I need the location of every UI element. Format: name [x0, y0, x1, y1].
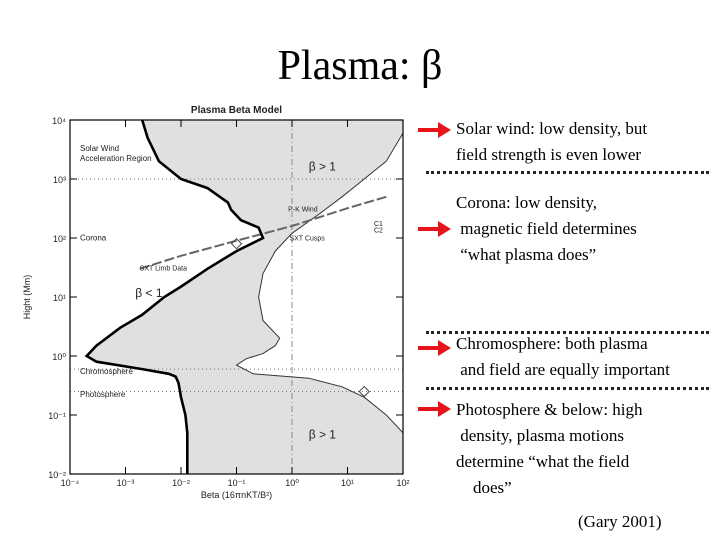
note-photosphere: Photosphere & below: high density, plasma motions determine “what the field does”: [456, 400, 643, 497]
x-tick-label: 10²: [396, 478, 410, 488]
y-tick-label: 10⁻²: [48, 470, 66, 480]
y-tick-label: 10¹: [52, 293, 66, 303]
arrow-right-icon: [416, 120, 452, 140]
data-annotation: SXT Cusps: [289, 235, 325, 243]
y-tick-label: 10⁴: [52, 116, 66, 126]
note-chromosphere: Chromosphere: both plasma and field are equally important: [456, 334, 670, 379]
x-tick-label: 10¹: [340, 478, 355, 488]
arrow-right-icon: [416, 399, 452, 419]
arrow-right-icon: [416, 219, 452, 239]
x-tick-label: 10⁰: [285, 478, 299, 488]
y-tick-label: 10²: [52, 234, 66, 244]
data-annotation: C1: [373, 220, 383, 228]
region-label: Corona: [80, 233, 107, 243]
beta-annotation: β < 1: [135, 286, 163, 300]
beta-region-fill: [87, 120, 403, 474]
x-tick-label: 10⁻¹: [227, 478, 246, 488]
region-label: Acceleration Region: [80, 153, 152, 163]
y-axis-label: Hight (Mm): [22, 274, 32, 320]
y-tick-label: 10³: [52, 175, 66, 185]
slide-title: Plasma: β: [277, 43, 443, 89]
x-tick-label: 10⁻³: [116, 478, 135, 488]
x-tick-label: 10⁻²: [172, 478, 190, 488]
plasma-beta-chart: [0, 100, 420, 510]
arrow-right-icon: [416, 338, 452, 358]
divider-3: [426, 387, 709, 390]
data-annotation: P-K Wind: [288, 206, 318, 214]
region-label: Solar Wind: [80, 143, 120, 153]
beta-annotation: β > 1: [308, 427, 336, 442]
x-axis-label: Beta (16πnKT/B²): [200, 490, 273, 500]
data-annotation: C2: [373, 227, 383, 235]
note-solar-wind: Solar wind: low density, but field strength is even lower: [456, 119, 648, 164]
citation: (Gary 2001): [578, 512, 662, 531]
y-tick-label: 10⁰: [52, 352, 66, 362]
y-tick-label: 10⁻¹: [48, 411, 66, 421]
x-tick-label: 10⁻⁴: [60, 478, 80, 488]
note-corona: Corona: low density, magnetic field determines “what plasma does”: [456, 193, 637, 264]
chart-title: Plasma Beta Model: [190, 105, 283, 116]
divider-1: [426, 171, 709, 174]
beta-annotation: β > 1: [308, 159, 336, 174]
region-label: Photosphere: [80, 390, 126, 400]
data-annotation: SXT Limb Data: [139, 265, 188, 273]
region-label: Chromosphere: [80, 366, 133, 376]
